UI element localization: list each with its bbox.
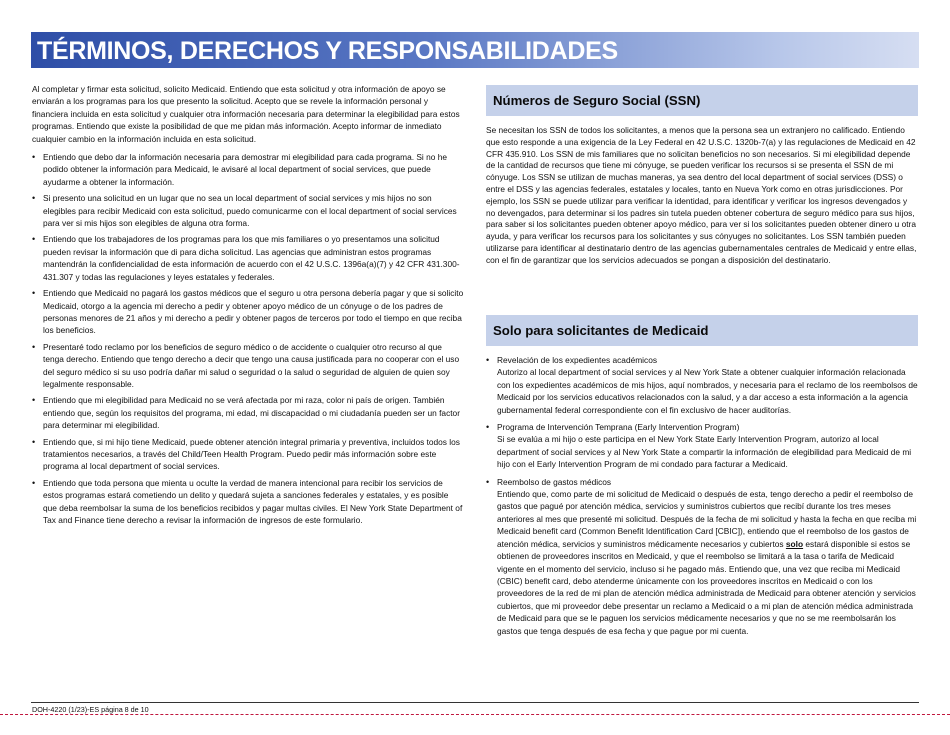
terms-item: • Entiendo que, si mi hijo tiene Medicaid, puede obtener atención integral primaria y preventiva, incluidos todos los tratamientos necesarios, a través del Child/Teen Health Program. Puedo pedir más información sobre este programa al local department of social services. — [32, 436, 464, 473]
terms-item: • Entiendo que toda persona que mienta u oculte la verdad de manera intencional para recibir los servicios de estos programas estará cometiendo un delito y quedará sujeta a sanciones federales y estatales, y es posible que deba reembolsar la suma de los beneficios recibidos y pagar multas civiles. El New York State Department of Tax and Finance tiene derecho a revisar la información de ingresos de este formulario. — [32, 477, 464, 527]
footer-form-id: DOH-4220 (1/23)-ES página 8 de 10 — [32, 705, 149, 714]
cut-line — [0, 714, 950, 715]
item-body: Autorizo al local department of social services y al New York State a obtener cualquier información relacionada con los expedientes académicos de mis hijos, aquí nombrados, y necesaria para el reclamo de los reembolsos de Medicaid por los servicios educativos relacionados con la salud, y a dar acceso a esta información a la agencia gubernamental federal correspondiente con el fin exclusivo de hacer auditorías. — [497, 367, 918, 415]
item-body: Si se evalúa a mi hijo o este participa en el New York State Early Intervention Program, autorizo al local department of social services y al New York State a compartir la información de elegibilidad para Medicaid de mi hijo con el Early Intervention Program de mi condado para facturar a Medicaid. — [497, 434, 912, 470]
footer-divider — [31, 702, 919, 703]
item-title: • Revelación de los expedientes académicos — [497, 355, 658, 365]
intro-paragraph: Al completar y firmar esta solicitud, solicito Medicaid. Entiendo que esta solicitud y otra información de apoyo se enviarán a los programas para los que presento la solicitud. Acepto que se revele la información personal y financiera incluida en esta solicitud y cualquier otra información necesaria para determinar la elegibilidad para estos programas. Entiendo que existe la posibilidad de que me pidan más información. Acepto informar de inmediato cualquier cambio en la información incluida en esta solicitud. — [32, 84, 460, 144]
item-title: • Reembolso de gastos médicos — [497, 476, 612, 487]
medicaid-heading: Solo para solicitantes de Medicaid — [493, 323, 709, 338]
ssn-heading: Números de Seguro Social (SSN) — [493, 93, 701, 108]
terms-item: • Entiendo que los trabajadores de los programas para los que mis familiares o yo presentamos una solicitud pueden revisar la información que di para dicha solicitud. Las agencias que administran estos programas mantendrán la confidencialidad de esta información de acuerdo con el 42 U.S.C. 1396a(a)(7) y 42 CFR 431.300-431.307 y todas las regulaciones y leyes estatales y federales. — [32, 233, 464, 283]
body-text-before: Entiendo que, como parte de mi solicitud de Medicaid o después de esta, tengo derecho a pedir el reembolso de gastos que pagué por atención médica, servicios y suministros cubiertos que recibí durante los tres meses anteriores al mes que presenté mi solicitud. Después de la fecha de mi solicitud y hasta la fecha en que reciba mi Medicaid benefit card (Common Benefit Identification Card [CBIC]), entiendo que el reembolso de los gastos de atención médica, servicios y suministros médicamente necesarios y cubiertos — [497, 489, 917, 549]
terms-list — [32, 151, 464, 526]
terms-item: • Entiendo que debo dar la información necesaria para demostrar mi elegibilidad para cada programa. Si no he podido obtener la información para Medicaid, le avisaré al local department of social services, que puede ayudarme a obtener la información. — [32, 151, 464, 188]
page-title: TÉRMINOS, DERECHOS Y RESPONSABILIDADES — [37, 37, 618, 65]
title-banner — [31, 32, 919, 68]
terms-item: • Si presento una solicitud en un lugar que no sea un local department of social services y mis hijos no son elegibles para recibir Medicaid con esta solicitud, puedo comunicarme con el local department of social services para ver si mis hijos son elegibles de alguna otra forma. — [32, 192, 464, 229]
item-title: • Programa de Intervención Temprana (Early Intervention Program) — [497, 422, 740, 433]
terms-item: • Entiendo que Medicaid no pagará los gastos médicos que el seguro u otra persona debería pagar y que si solicito Medicaid, otorgo a la agencia mi derecho a pedir y obtener apoyo médico de un cónyuge o de los padres de personas menores de 21 años y mi derecho a pedir y obtener pagos de terceros por todo el tiempo en que reciba los beneficios. — [32, 287, 464, 337]
emphasis-solo: solo — [785, 538, 804, 549]
terms-item: • Presentaré todo reclamo por los beneficios de seguro médico o de accidente o cualquier otro recurso al que tenga derecho. Entiendo que tengo derecho a decir que tengo una causa justificada para no cooperar con el uso del seguro médico si su uso podría dañar mi salud o seguridad o la salud o seguridad de alguien de quien soy legalmente responsable. — [32, 341, 464, 391]
medicaid-item-reimbursement — [486, 476, 918, 637]
ssn-section-header — [486, 85, 918, 116]
item-body — [497, 488, 918, 637]
terms-item: • Entiendo que mi elegibilidad para Medicaid no se verá afectada por mi raza, color ni país de origen. También entiendo que, según los requisitos del programa, mi edad, mi discapacidad o mi ciudadanía pueden ser un factor para determinar mi elegibilidad. — [32, 394, 464, 431]
medicaid-item-early-intervention — [486, 421, 918, 471]
medicaid-section-header — [486, 315, 918, 346]
medicaid-list — [486, 354, 918, 642]
medicaid-item-records — [486, 354, 918, 416]
body-text-after: estará disponible si estos se obtienen de proveedores inscritos en Medicaid, y que el reembolso se limitará a la tasa o tarifa de Medicaid vigente en el momento del servicio, incluso si he pagado más. Entiendo que, una vez que reciba mi Medicaid (CBIC) benefit card, debo atenderme únicamente con los proveedores inscritos en Medicaid o con los proveedores de la red de mi plan de atención médica administrada de Medicaid para obtener atención y servicios cubiertos, que mi proveedor debe presentar un reclamo a Medicaid o a mi plan de atención médica administrada de Medicaid para que se le paguen los servicios médicamente necesarios y que no se me reembolsarán los gastos que tenga después de esa fecha y que pague por mi cuenta. — [497, 538, 916, 636]
left-column — [32, 83, 464, 530]
ssn-paragraph: Se necesitan los SSN de todos los solicitantes, a menos que la persona sea un extranjero no calificado. Entiendo que esto responde a una exigencia de la Ley Federal en 42 U.S.C. 1320b-7(a) y las regulaciones de Medicaid en 42 CFR 435.910. Los SSN de mis familiares que no solicitan beneficios no son necesarios. Si mi elegibilidad depende de la cantidad de recursos que tiene mi cónyuge, se pueden verificar los recursos si se presenta el SSN de mi cónyuge. Los SSN se utilizan de muchas maneras, ya sea dentro del local department of social services (DSS) o entre el DSS y las agencias federales, estatales y locales, tanto en Nueva York como en otras jurisdicciones. Por ejemplo, los SSN se puede utilizar para verificar la identidad, para identificar y verificar los ingresos devengados y no devengados, para determinar si los padres sin tutela pueden obtener cobertura de seguro médico para sus hijos, para saber si los solicitantes pueden obtener apoyo médico, para ver si los solicitantes pueden obtener dinero u otra ayuda, y para verificar los recursos para los solicitantes y sus cónyuges no solicitantes. Los SSN también pueden utilizarse para identificar al destinatario dentro de las agencias gubernamentales centrales de Medicaid y entre ellas, con el fin de garantizar que los servicios adecuados se pongan a disposición del destinatario. — [486, 125, 917, 265]
